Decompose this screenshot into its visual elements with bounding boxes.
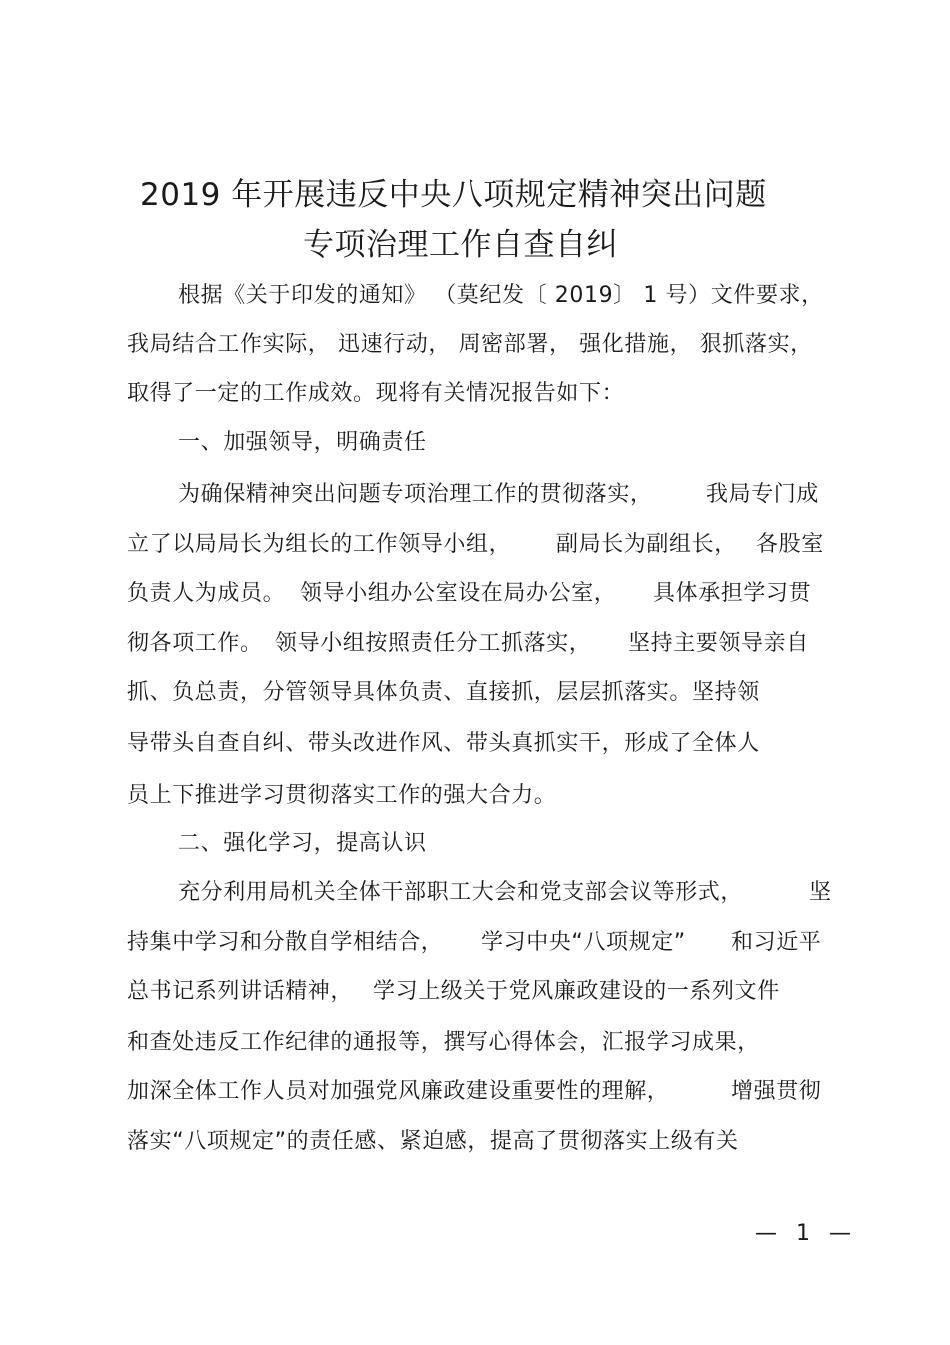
section-heading-2: 二、强化学习，提高认识 [178,831,427,856]
paragraph-3-line-4: 和查处违反工作纪律的通报等，撰写心得体会，汇报学习成果， [127,1030,760,1055]
paragraph-2-line-4-part-a: 彻各项工作。 [127,631,263,656]
paragraph-2-line-2-part-c: 各股室 [756,532,824,557]
paragraph-1-line-3: 取得了一定的工作成效。现将有关情况报告如下： [127,381,625,406]
paragraph-2-line-5: 抓、负总责，分管领导具体负责、直接抓，层层抓落实。坚持领 [127,680,760,705]
paragraph-2-line-3 [0,580,950,608]
document-title-line-1: 2019 年开展违反中央八项规定精神突出问题 [140,177,767,213]
paragraph-2-line-1-part-a: 为确保精神突出问题专项治理工作的贯彻落实， [178,482,653,507]
paragraph-1-line-1: 根据《关于印发的通知》 （莫纪发〔 2019〕 1 号）文件要求， [178,283,824,308]
paragraph-2-line-2-part-b: 副局长为副组长， [556,532,737,557]
paragraph-3-line-5-part-b: 增强贯彻 [731,1079,822,1104]
paragraph-3-line-2-part-c: 和习近平 [731,930,822,955]
paragraph-3-line-2-part-b: 学习中央“八项规定” [481,930,686,955]
document-title-line-2: 专项治理工作自查自纠 [303,227,618,263]
paragraph-2-line-4-part-c: 坚持主要领导亲自 [628,631,809,656]
paragraph-3-line-3 [0,978,950,1006]
paragraph-2-line-3-part-c: 具体承担学习贯 [653,581,812,606]
paragraph-2-line-1-part-b: 我局专门成 [706,482,820,507]
paragraph-3-line-2 [0,929,950,957]
paragraph-2-line-2 [0,531,950,559]
paragraph-3-line-2-part-a: 持集中学习和分散自学相结合， [127,930,444,955]
paragraph-3-line-1-part-a: 充分利用局机关全体干部职工大会和党支部会议等形式， [178,880,744,905]
paragraph-2-line-2-part-a: 立了以局局长为组长的工作领导小组， [127,532,512,557]
paragraph-2-line-3-part-b: 领导小组办公室设在局办公室， [300,581,617,606]
paragraph-2-line-4 [0,630,950,658]
paragraph-2-line-7: 员上下推进学习贯彻落实工作的强大合力。 [127,783,557,808]
paragraph-3-line-1-part-b: 坚 [809,880,832,905]
paragraph-2-line-4-part-b: 领导小组按照责任分工抓落实， [275,631,592,656]
paragraph-3-line-5 [0,1078,950,1106]
paragraph-3-line-6: 落实“八项规定”的责任感、紧迫感，提高了贯彻落实上级有关 [127,1129,739,1154]
paragraph-3-line-1 [0,879,950,907]
paragraph-2-line-1 [0,481,950,509]
page-number: — 1 — [755,1221,857,1246]
paragraph-3-line-3-part-b: 学习上级关于党风廉政建设的一系列文件 [373,979,780,1004]
paragraph-3-line-3-part-a: 总书记系列讲话精神， [127,979,354,1004]
paragraph-3-line-5-part-a: 加深全体工作人员对加强党风廉政建设重要性的理解， [127,1079,670,1104]
paragraph-2-line-6: 导带头自查自纠、带头改进作风、带头真抓实干，形成了全体人 [127,731,760,756]
paragraph-1-line-2: 我局结合工作实际， 迅速行动， 周密部署， 强化措施， 狠抓落实， [127,332,813,357]
paragraph-2-line-3-part-a: 负责人为成员。 [127,581,286,606]
section-heading-1: 一、加强领导，明确责任 [178,430,427,455]
